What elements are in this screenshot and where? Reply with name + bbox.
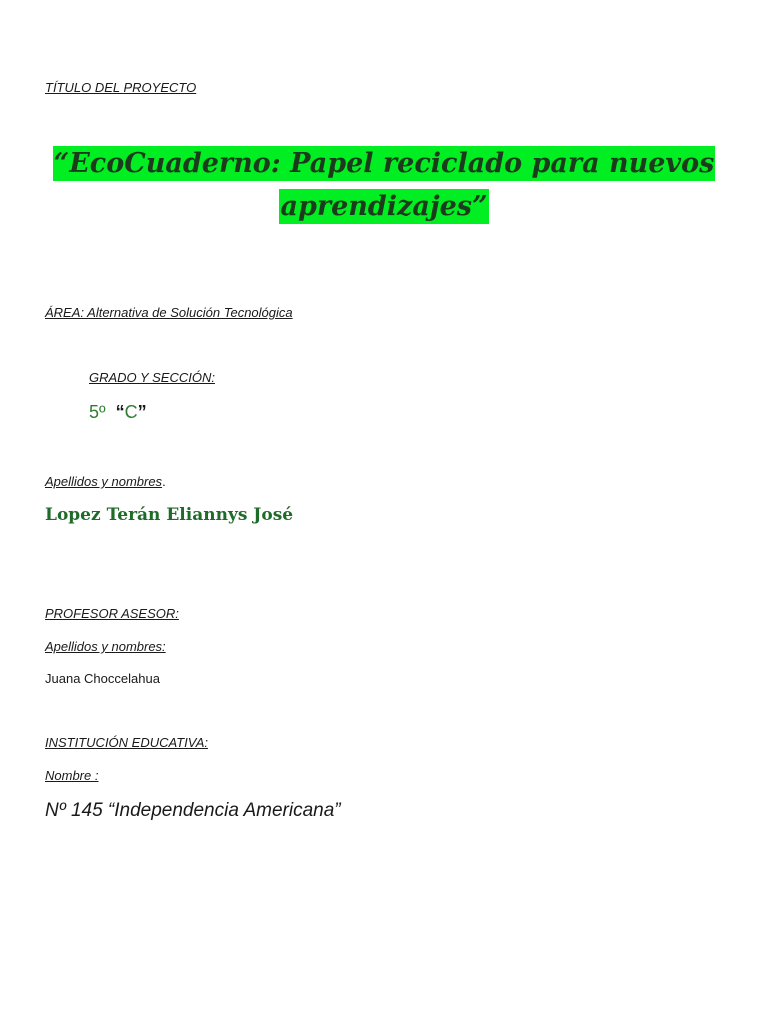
project-title-label: TÍTULO DEL PROYECTO (45, 80, 197, 95)
institution-name: Nº 145 “Independencia Americana” (45, 800, 341, 821)
student-names-label-suffix: . (162, 474, 166, 489)
grade-section-label: GRADO Y SECCIÓN: (89, 370, 215, 385)
institution-section-label: INSTITUCIÓN EDUCATIVA: (45, 735, 208, 750)
student-names-label-row (45, 474, 166, 489)
project-title (40, 142, 728, 228)
section-letter: C (124, 402, 138, 422)
section-close-quote: ” (137, 402, 147, 422)
project-title-text: “EcoCuaderno: Papel reciclado para nuevos aprendizajes” (53, 148, 715, 222)
grade-number: 5º (89, 402, 106, 422)
area-label: ÁREA: Alternativa de Solución Tecnológica (45, 305, 293, 320)
advisor-section-label: PROFESOR ASESOR: (45, 606, 179, 621)
advisor-name: Juana Choccelahua (45, 671, 160, 686)
section-open-quote: “ (115, 402, 125, 422)
student-name: Lopez Terán Eliannys José (45, 505, 294, 525)
advisor-names-label: Apellidos y nombres: (45, 639, 166, 654)
student-names-label: Apellidos y nombres (45, 474, 163, 489)
grade-section-value (89, 402, 147, 423)
institution-name-label: Nombre : (45, 768, 99, 783)
